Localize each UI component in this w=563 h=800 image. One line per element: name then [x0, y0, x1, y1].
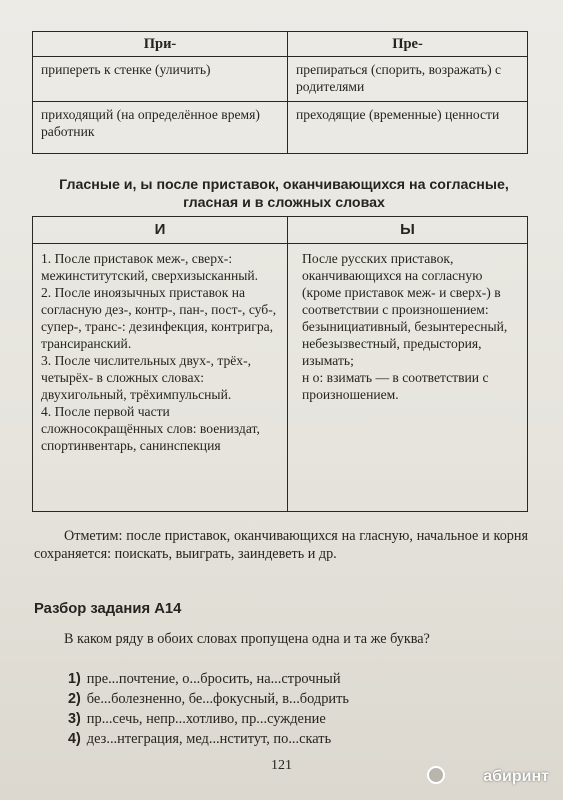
- option-text: дез...нтеграция, мед...нститут, по...скать: [86, 731, 332, 747]
- option-number: 2): [68, 691, 81, 707]
- table-row: [33, 101, 527, 153]
- rule-item: 1. После приставок меж-, сверх-: межинститутский, сверхизысканный.: [41, 251, 259, 283]
- table-cell: препираться (спорить, возражать) с родителями: [296, 62, 502, 94]
- option-text: бе...болезненно, бе...фокусный, в...бодрить: [86, 691, 349, 707]
- rules-i-column: [33, 244, 288, 511]
- section-heading: Гласные и, ы после приставок, оканчивающихся на согласные, гласная и в сложных словах: [59, 177, 509, 211]
- prefix-pri-pre-table: [32, 31, 528, 154]
- note-paragraph: Отметим: после приставок, оканчивающихся на гласную, начальное и корня сохраняется: поискать, выиграть, заиндеветь и др.: [34, 528, 528, 562]
- option-number: 1): [68, 671, 81, 687]
- watermark-text: абиринт: [483, 768, 549, 785]
- rules-y-column: [288, 244, 527, 511]
- header-pre: Пре-: [392, 36, 423, 52]
- rule-item: После русских приставок, оканчивающихся на согласную (кроме приставок меж- и сверх-) в соответствии с произношением: безынициативный, безынтересный, небезызвестный, предыстория, изымать;: [302, 251, 508, 368]
- answer-option: [68, 730, 331, 748]
- header-i: И: [33, 217, 288, 243]
- watermark-logo-icon: [427, 766, 445, 784]
- rule-item: 2. После иноязычных приставок на согласную дез-, контр-, пан-, пост-, суб-, супер-, транс-: дезинфекция, контригра, трансиранский.: [41, 285, 277, 351]
- question-text: В каком ряду в обоих словах пропущена одна и та же буква?: [64, 631, 430, 647]
- rule-item: н о: взимать — в соответствии с произношением.: [302, 370, 489, 402]
- table-row: [33, 56, 527, 101]
- table-row: [33, 243, 527, 511]
- header-y: Ы: [400, 221, 415, 238]
- table-cell: приперeть к стенке (уличить): [33, 57, 288, 101]
- option-number: 3): [68, 711, 81, 727]
- option-text: пре...почтение, о...бросить, на...строчный: [86, 671, 341, 687]
- header-pri: При-: [33, 32, 288, 56]
- rule-item: 4. После первой части сложносокращённых слов: воениздат, спортинвентарь, санинспекция: [41, 404, 260, 453]
- option-number: 4): [68, 731, 81, 747]
- rule-item: 3. После числительных двух-, трёх-, четырёх- в сложных словах: двухигольный, трёхимпульсный.: [41, 353, 252, 402]
- page-number: 121: [271, 758, 292, 773]
- answer-option: [68, 670, 341, 688]
- table-header-row: [33, 32, 527, 56]
- answer-option: [68, 710, 326, 728]
- table-header-row: [33, 217, 527, 243]
- task-analysis-title: Разбор задания А14: [34, 601, 182, 617]
- answer-option: [68, 690, 349, 708]
- table-cell: преходящие (временные) ценности: [296, 107, 500, 122]
- table-cell: приходящий (на определённое время) работник: [33, 102, 288, 153]
- option-text: пр...сечь, непр...хотливо, пр...суждение: [86, 711, 326, 727]
- vowels-i-y-table: [32, 216, 528, 512]
